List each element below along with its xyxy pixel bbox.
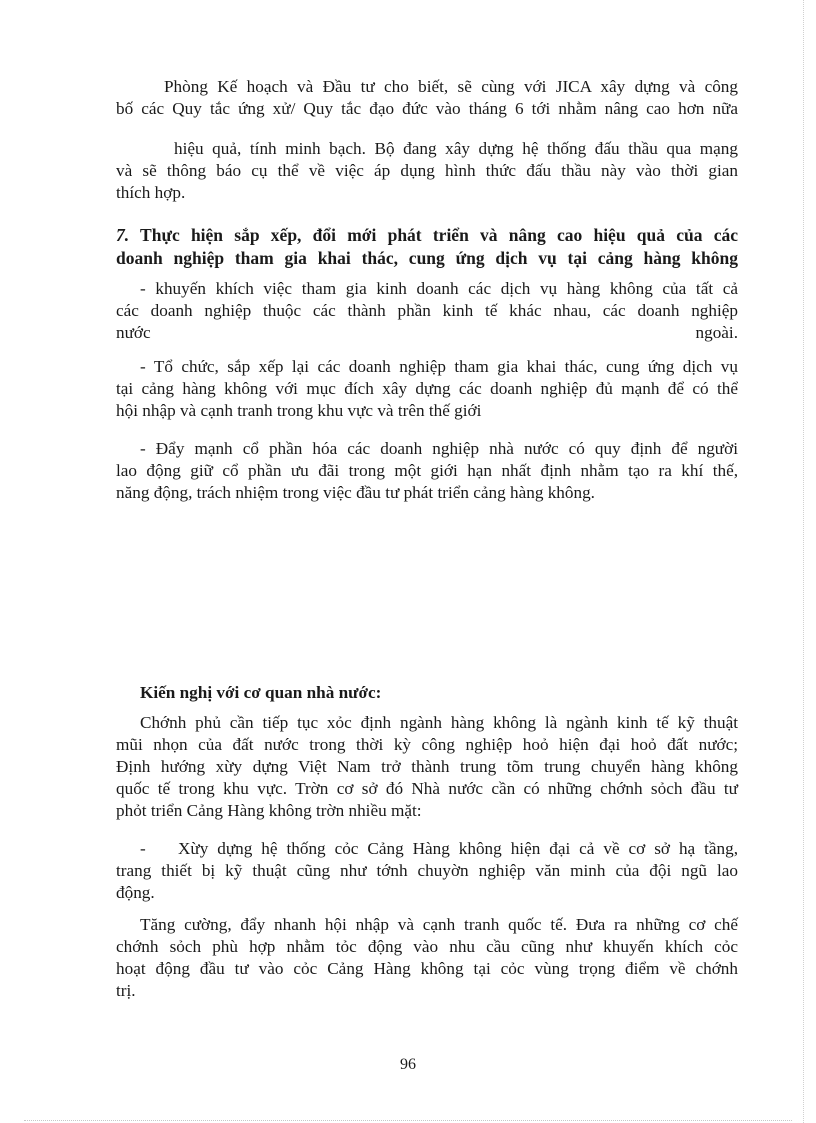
heading-line	[116, 224, 738, 247]
bullet-1	[116, 278, 738, 344]
text-line	[116, 322, 738, 344]
paragraph-1	[116, 76, 738, 120]
section-heading-7	[116, 224, 738, 270]
heading-line: doanh nghiệp tham gia khai thác, cung ứng dịch vụ tại cảng hàng không	[116, 248, 738, 268]
text-line: động.	[116, 883, 155, 902]
text-line: tại cảng hàng không với mục đích xây dựng các doanh nghiệp đủ mạnh để có thể	[116, 379, 738, 398]
heading-number: 7.	[116, 225, 130, 245]
heading-text: Thực hiện sắp xếp, đổi mới phát triển và nâng cao hiệu quả của các	[140, 225, 738, 245]
text-line: bố các Quy tắc ứng xử/ Quy tắc đạo đức vào tháng 6 tới nhằm nâng cao hơn nữa	[116, 99, 738, 118]
paragraph-2	[116, 138, 738, 204]
text-line: - khuyến khích việc tham gia kinh doanh các dịch vụ hàng không của tất cả	[140, 279, 738, 298]
text-line: trang thiết bị kỹ thuật cũng như tớnh chuyờn nghiệp văn minh của đội ngũ lao	[116, 861, 738, 880]
text-fragment: Xừy dựng hệ thống cỏc Cảng Hàng không hiện đại cả về cơ sở hạ tầng,	[178, 839, 738, 858]
text-line: chớnh sỏch phù hợp nhằm tỏc động vào nhu cầu cũng như khuyến khích cỏc	[116, 937, 738, 956]
text-line: các doanh nghiệp thuộc các thành phần kinh tế khác nhau, các doanh nghiệp	[116, 301, 738, 320]
text-line: Chớnh phủ cần tiếp tục xỏc định ngành hàng không là ngành kinh tế kỹ thuật	[140, 713, 738, 732]
sub-heading: Kiến nghị với cơ quan nhà nước:	[140, 683, 382, 702]
page-bottom-border	[24, 1120, 792, 1121]
page-right-border	[803, 0, 804, 1123]
text-line: và sẽ thông báo cụ thể về việc áp dụng hình thức đấu thầu này vào thời gian	[116, 161, 738, 180]
text-line: hiệu quả, tính minh bạch. Bộ đang xây dựng hệ thống đấu thầu qua mạng	[174, 139, 738, 158]
text-line: lao động giữ cổ phần ưu đãi trong một giới hạn nhất định nhằm tạo ra khí thế,	[116, 461, 738, 480]
text-fragment: nước	[116, 323, 151, 342]
text-line: trị.	[116, 981, 136, 1000]
text-line: phỏt triển Cảng Hàng không trờn nhiều mặt:	[116, 801, 422, 820]
bullet-3	[116, 438, 738, 504]
paragraph-recommendation-3	[116, 914, 738, 1002]
text-line: Phòng Kế hoạch và Đầu tư cho biết, sẽ cùng với JICA xây dựng và công	[164, 77, 738, 96]
text-line: hoạt động đầu tư vào cỏc Cảng Hàng không tại cỏc vùng trọng điểm về chớnh	[116, 959, 738, 978]
text-line: mũi nhọn của đất nước trong thời kỳ công nghiệp hoỏ hiện đại hoỏ đất nước;	[116, 735, 738, 754]
page-number: 96	[400, 1056, 416, 1073]
paragraph-recommendation-2	[116, 838, 738, 904]
bullet-2	[116, 356, 738, 422]
text-line: năng động, trách nhiệm trong việc đầu tư phát triển cảng hàng không.	[116, 483, 595, 502]
text-line	[116, 838, 738, 860]
text-line: - Tổ chức, sắp xếp lại các doanh nghiệp tham gia khai thác, cung ứng dịch vụ	[140, 357, 738, 376]
text-line: - Đẩy mạnh cổ phần hóa các doanh nghiệp nhà nước có quy định để người	[140, 439, 738, 458]
text-line: Định hướng xừy dựng Việt Nam trở thành trung tõm trung chuyển hàng không	[116, 757, 738, 776]
text-line: Tăng cường, đẩy nhanh hội nhập và cạnh tranh quốc tế. Đưa ra những cơ chế	[140, 915, 738, 934]
text-fragment: ngoài.	[695, 323, 738, 342]
paragraph-recommendation-1	[116, 712, 738, 822]
text-line: hội nhập và cạnh tranh trong khu vực và trên thế giới	[116, 401, 482, 420]
dash-marker: -	[140, 839, 146, 858]
text-line: thích hợp.	[116, 183, 186, 202]
text-line: quốc tế trong khu vực. Trờn cơ sở đó Nhà nước cần có những chớnh sỏch đầu tư	[116, 779, 738, 798]
